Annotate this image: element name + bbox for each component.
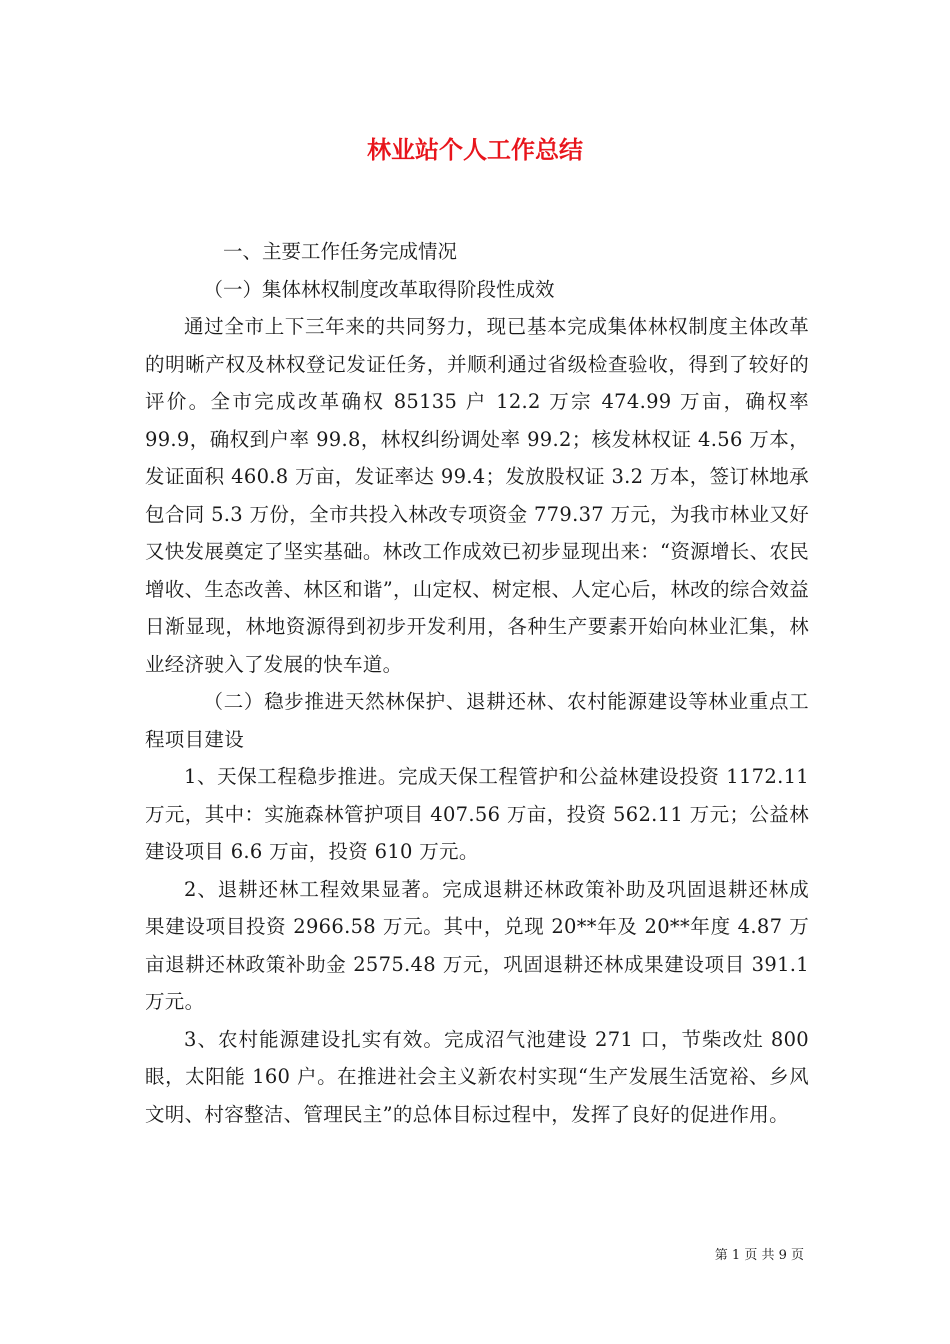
section-heading: 一、主要工作任务完成情况 [223,240,458,263]
page-indicator: 第 1 页 共 9 页 [714,1248,804,1263]
paragraph-3: 2、退耕还林工程效果显著。完成退耕还林政策补助及巩固退耕还林成果建设项目投资 2966.58 万元。其中，兑现 20**年及 20**年度 4.87 万亩退耕还林政策补助金 2575.48 万元，巩固退耕还林成果建设项目 391.1 万元。 [145,877,809,1013]
document-body [145,233,809,1133]
paragraph-1: 通过全市上下三年来的共同努力，现已基本完成集体林权制度主体改革的明晰产权及林权登记发证任务，并顺利通过省级检查验收，得到了较好的评价。全市完成改革确权 85135 户 12.2 万宗 474.99 万亩，确权率 99.9，确权到户率 99.8，林权纠纷调处率 99.2；核发林权证 4.56 万本，发证面积 460.8 万亩，发证率达 99.4；发放股权证 3.2 万本，签订林地承包合同 5.3 万份，全市共投入林改专项资金 779.37 万元，为我市林业又好又快发展奠定了坚实基础。林改工作成效已初步显现出来：“资源增长、农民增收、生态改善、林区和谐”，山定权、树定根、人定心后，林改的综合效益日渐显现，林地资源得到初步开发利用，各种生产要素开始向林业汇集，林业经济驶入了发展的快车道。 [145,315,809,676]
document-title: 林业站个人工作总结 [367,135,583,164]
sub-heading-2: （二）稳步推进天然林保护、退耕还林、农村能源建设等林业重点工程项目建设 [145,690,809,751]
sub-heading-1: （一）集体林权制度改革取得阶段性成效 [203,277,555,301]
paragraph-2: 1、天保工程稳步推进。完成天保工程管护和公益林建设投资 1172.11 万元，其中：实施森林管护项目 407.56 万亩，投资 562.11 万元；公益林建设项目 6.6 万亩，投资 610 万元。 [145,765,809,863]
paragraph-4: 3、农村能源建设扎实有效。完成沼气池建设 271 口，节柴改灶 800 眼，太阳能 160 户。在推进社会主义新农村实现“生产发展生活宽裕、乡风文明、村容整洁、管理民主”的总体目标过程中，发挥了良好的促进作用。 [145,1027,809,1126]
